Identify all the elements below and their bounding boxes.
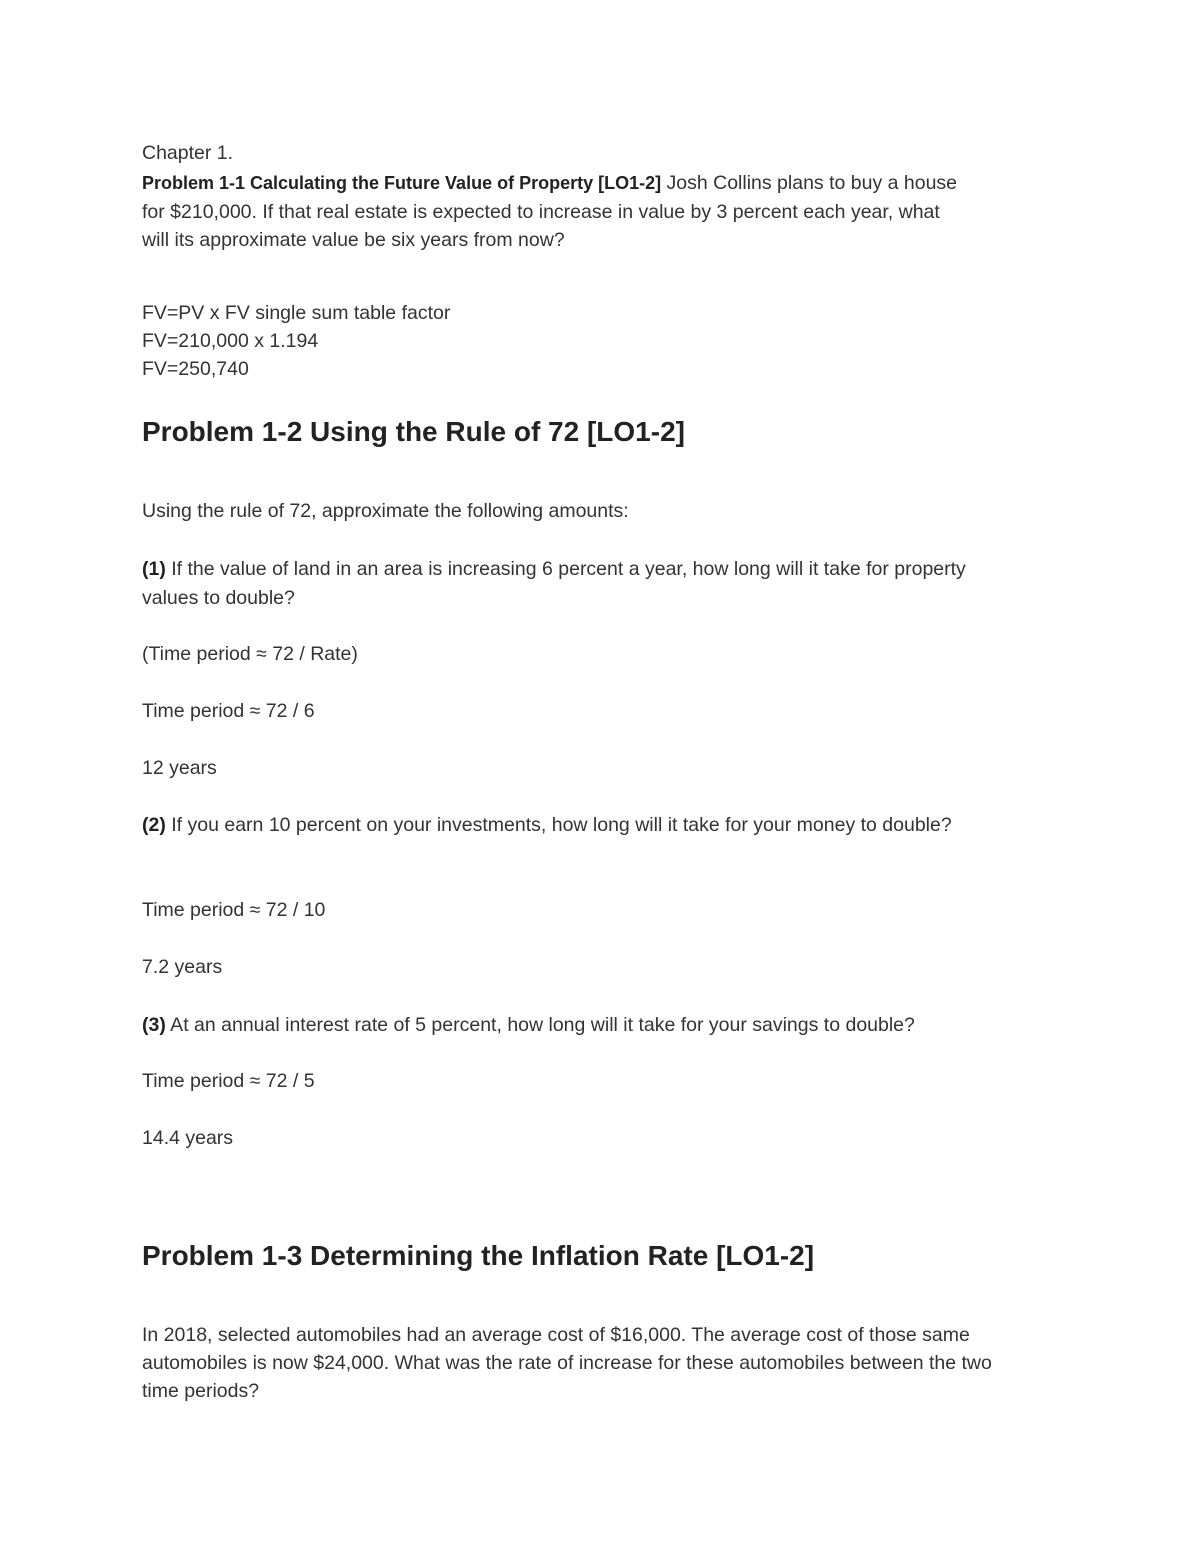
answer-line: 12 years (142, 757, 217, 779)
calc-line: Time period ≈ 72 / 10 (142, 899, 326, 921)
problem-1-3-line: In 2018, selected automobiles had an average cost of $16,000. The average cost of those same (142, 1324, 970, 1346)
problem-1-1-text: Josh Collins plans to buy a house (661, 172, 958, 194)
problem-1-3-line: time periods? (142, 1380, 260, 1402)
problem-1-1-title: Problem 1-1 Calculating the Future Value of Property [LO1-2] (142, 173, 662, 193)
question-1 (142, 557, 966, 581)
rule-formula: (Time period ≈ 72 / Rate) (142, 643, 358, 665)
question-1-line-2: values to double? (142, 587, 295, 609)
answer-line: 14.4 years (142, 1127, 234, 1149)
question-number: (3) (142, 1014, 166, 1036)
problem-1-2-intro: Using the rule of 72, approximate the following amounts: (142, 500, 629, 522)
question-number: (1) (142, 558, 166, 580)
question-text: If the value of land in an area is increasing 6 percent a year, how long will it take for property (165, 558, 966, 580)
question-text: At an annual interest rate of 5 percent, how long will it take for your savings to double? (165, 1014, 915, 1036)
formula-line: FV=210,000 x 1.194 (142, 330, 319, 352)
question-2 (142, 813, 952, 837)
problem-1-1-line-1 (142, 171, 957, 195)
answer-line: 7.2 years (142, 956, 223, 978)
question-3 (142, 1013, 915, 1037)
problem-1-3-line: automobiles is now $24,000. What was the rate of increase for these automobiles between the two (142, 1352, 992, 1374)
question-text: If you earn 10 percent on your investments, how long will it take for your money to double? (165, 814, 952, 836)
problem-1-2-heading: Problem 1-2 Using the Rule of 72 [LO1-2] (142, 416, 685, 447)
question-number: (2) (142, 814, 166, 836)
calc-line: Time period ≈ 72 / 5 (142, 1070, 315, 1092)
problem-1-3-heading: Problem 1-3 Determining the Inflation Rate [LO1-2] (142, 1240, 815, 1271)
problem-1-1-line-3: will its approximate value be six years from now? (142, 229, 565, 251)
calc-line: Time period ≈ 72 / 6 (142, 700, 315, 722)
problem-1-1-line-2: for $210,000. If that real estate is expected to increase in value by 3 percent each year, what (142, 201, 940, 223)
formula-line: FV=250,740 (142, 358, 249, 380)
formula-line: FV=PV x FV single sum table factor (142, 302, 451, 324)
chapter-label: Chapter 1. (142, 142, 234, 164)
